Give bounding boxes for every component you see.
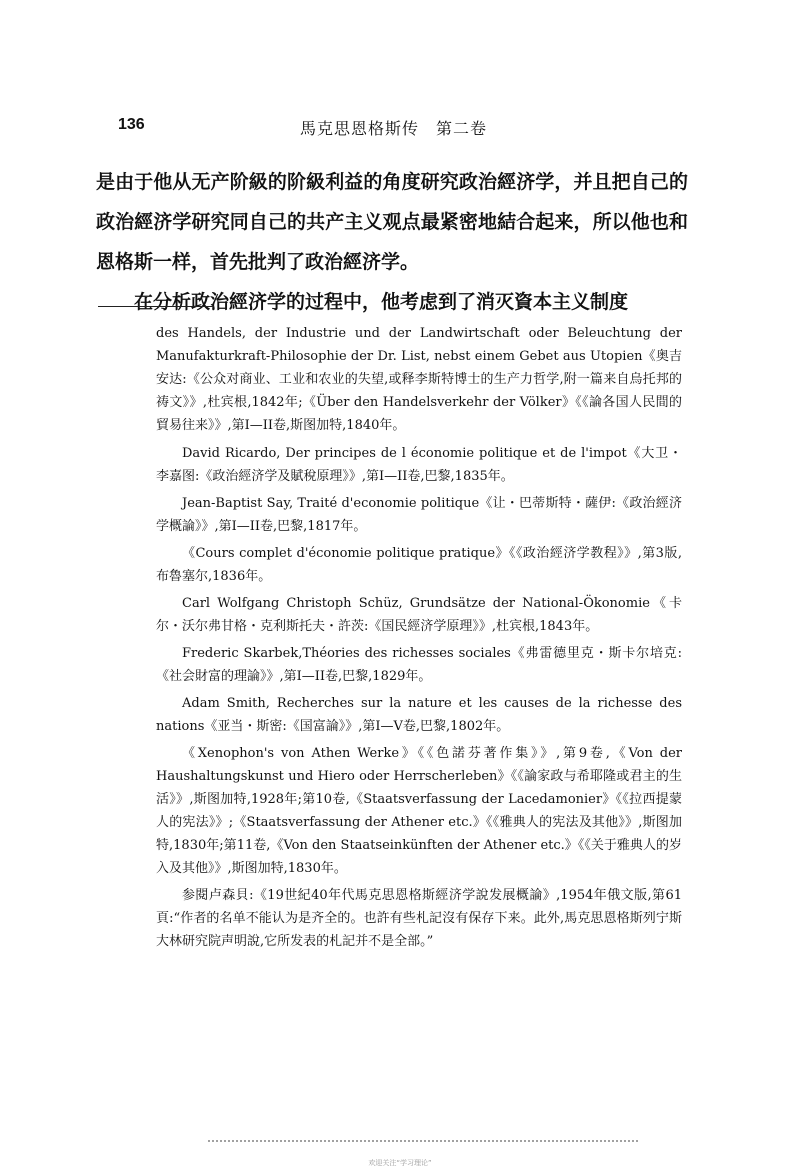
- footnote-rule: [98, 306, 214, 307]
- body-paragraph-1: 是由于他从无产阶級的阶級利益的角度研究政治經济学，并且把自己的政治經济学研究同自己的共产主义观点最紧密地結合起来，所以他也和恩格斯一样，首先批判了政治經济学。: [96, 171, 688, 273]
- main-text: [96, 162, 688, 322]
- footnote-ricardo: David Ricardo, Der principes de l économie politique et de l'impot《大卫・李嘉图:《政治經济学及賦稅原理》》,第I—II卷,巴黎,1835年。: [156, 446, 682, 484]
- footnotes: [156, 322, 682, 957]
- page-number: 136: [118, 116, 145, 133]
- footer-scan-artifact: [208, 1140, 638, 1145]
- footnote-schuz: Carl Wolfgang Christoph Schüz, Grundsätze der National-Ökonomie《卡尔・沃尔弗甘格・克利斯托夫・許茨:《国民經济学原理》》,杜宾根,1843年。: [156, 596, 682, 634]
- footnote-smith: Adam Smith, Recherches sur la nature et les causes de la richesse des nations《亚当・斯密:《国富論》》,第I—V卷,巴黎,1802年。: [156, 696, 682, 734]
- footnote-skarbek: Frederic Skarbek,Théories des richesses sociales《弗雷德里克・斯卡尔培克:《社会財富的理論》》,第I—II卷,巴黎,1829年。: [156, 646, 682, 684]
- footnote-say-cours: 《Cours complet d'économie politique pratique》《《政治經济学教程》》,第3版,布魯塞尔,1836年。: [156, 546, 682, 584]
- page-header: [118, 114, 698, 144]
- footnote-continuation: des Handels, der Industrie und der Landwirtschaft oder Beleuchtung der Manufakturkraft-Philosophie der Dr. List, nebst einem Gebet aus Utopien《奥吉安达:《公众对商业、工业和农业的失望,或释李斯特博士的生产力哲学,附一篇来自烏托邦的祷文》》,杜宾根,1842年;《Über den Handelsverkehr der Völker》《《論各国人民間的貿易往来》》,第I—II卷,斯图加特,1840年。: [156, 326, 682, 433]
- watermark-text: 欢迎关注“学习理论”: [368, 1159, 432, 1167]
- footnote-rosenberg: 参閱卢森貝:《19世紀40年代馬克思恩格斯經济学說发展概論》,1954年俄文版,第61頁:“作者的名单不能认为是齐全的。也許有些札記沒有保存下来。此外,馬克思恩格斯列宁斯大林研究院声明說,它所发表的札記并不是全部。”: [156, 888, 682, 949]
- footnote-say-traite: Jean-Baptist Say, Traité d'economie politique《让・巴蒂斯特・薩伊:《政治經济学概論》》,第I—II卷,巴黎,1817年。: [156, 496, 682, 534]
- footnote-xenophon: 《Xenophon's von Athen Werke》《《色諾芬著作集》》,第9卷,《Von der Haushaltungskunst und Hiero oder Herrscherleben》《《論家政与希耶隆或君主的生活》》,斯图加特,1928年;第10卷,《Staatsverfassung der Lacedamonier》《《拉西提蒙人的宪法》》;《Staatsverfassung der Athener etc.》《《雅典人的宪法及其他》》,斯图加特,1830年;第11卷,《Von den Staatseinkünften der Athener etc.》《《关于雅典人的岁入及其他》》,斯图加特,1830年。: [156, 746, 682, 876]
- body-paragraph-2: 在分析政治經济学的过程中，他考虑到了消灭資本主义制度: [134, 291, 629, 313]
- running-title: 馬克思恩格斯传 第二卷: [300, 119, 488, 138]
